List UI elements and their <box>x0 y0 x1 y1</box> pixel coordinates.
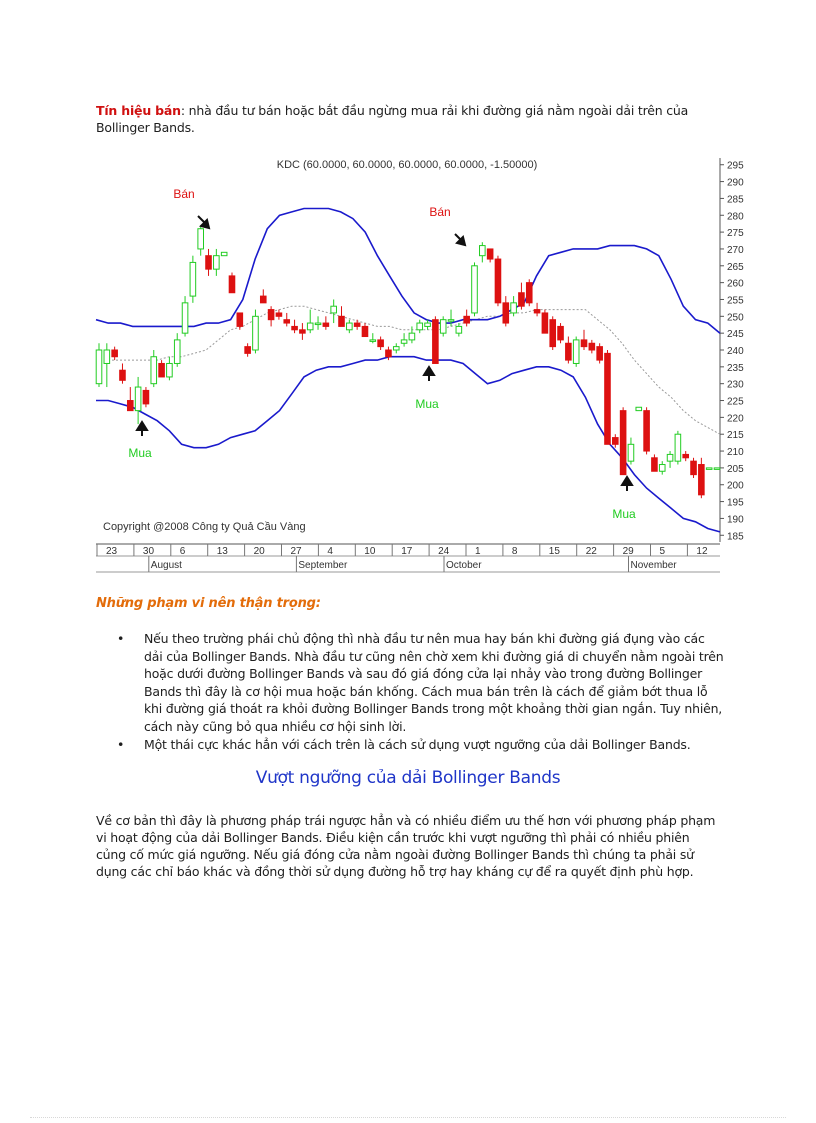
candle-body <box>292 326 298 329</box>
y-tick-label: 280 <box>727 211 744 223</box>
month-label: August <box>150 560 182 571</box>
x-tick-label: 1 <box>475 546 481 557</box>
candle <box>581 330 587 350</box>
bollinger-chart <box>0 150 816 580</box>
candle-body <box>190 262 196 296</box>
section-body: Về cơ bản thì đây là phương pháp trái ngược hẳn và có nhiều điểm ưu thế hơn với phương pháp phạm vi hoạt động của dải Bollinger Bands. Điều kiện cần trước khi vượt ngưỡng thì phải có nhiều phiên củng cố mức giá ngưỡng. Nếu giá đóng cửa nằm ngoài đường Bollinger Bands thì chúng ta phải sử dụng các chỉ báo khác và đồng thời sử dụng đường hỗ trợ hay kháng cự để ra quyết định phù hợp. <box>96 813 716 879</box>
y-tick-label: 275 <box>727 228 744 240</box>
y-axis <box>720 158 744 542</box>
candle-body <box>143 390 149 403</box>
candle <box>605 350 611 444</box>
candle <box>315 316 321 329</box>
candle-body <box>393 347 399 350</box>
candle-body <box>323 323 329 326</box>
candle-body <box>706 468 712 470</box>
candle <box>675 431 681 465</box>
candle-body <box>714 468 720 470</box>
list-item-text: Một thái cực khác hẳn với cách trên là cách sử dụng vượt ngưỡng của dải Bollinger Bands. <box>144 737 691 752</box>
candle <box>347 320 353 333</box>
candle-body <box>331 306 337 313</box>
candlestick-series <box>96 225 720 498</box>
candle <box>292 320 298 333</box>
candle-body <box>300 330 306 333</box>
candle-body <box>159 363 165 376</box>
candle-body <box>433 320 439 364</box>
caution-list <box>112 630 724 755</box>
candle-body <box>699 465 705 495</box>
list-item <box>112 736 724 754</box>
candle <box>480 242 486 262</box>
candle <box>135 377 141 424</box>
candle-body <box>315 323 321 325</box>
y-tick-label: 290 <box>727 177 744 189</box>
candle <box>456 323 462 336</box>
y-tick-label: 240 <box>727 346 744 357</box>
candle-body <box>425 323 431 326</box>
candle-body <box>378 340 384 347</box>
candle <box>221 252 227 255</box>
section-title: Vượt ngưỡng của dải Bollinger Bands <box>255 768 561 788</box>
candle-body <box>362 326 368 336</box>
candle-body <box>112 350 118 357</box>
x-tick-label: 13 <box>216 546 228 557</box>
candle-body <box>644 411 650 451</box>
candle <box>174 333 180 367</box>
candle <box>268 306 274 326</box>
candle-body <box>511 303 517 313</box>
buy-label-3: Mua <box>612 507 636 521</box>
candle <box>370 333 376 343</box>
candle-body <box>605 353 611 444</box>
chart-copyright: Copyright @2008 Công ty Quả Cầu Vàng <box>103 521 306 533</box>
candle-body <box>386 350 392 357</box>
candle <box>699 458 705 498</box>
candle-body <box>370 340 376 342</box>
arrow-icon <box>198 216 209 228</box>
candle <box>714 468 720 470</box>
candle <box>339 306 345 326</box>
caution-heading: Những phạm vi nên thận trọng: <box>96 596 321 611</box>
candle <box>495 256 501 307</box>
month-label: September <box>298 560 348 571</box>
x-tick-label: 6 <box>179 546 186 557</box>
candle <box>487 249 493 262</box>
candle <box>597 343 603 363</box>
candle-body <box>104 350 110 363</box>
candle <box>550 316 556 350</box>
candle-body <box>182 303 188 333</box>
candle <box>182 296 188 336</box>
candle <box>401 333 407 346</box>
y-tick-label: 200 <box>727 480 744 492</box>
candle-body <box>558 326 564 339</box>
y-tick-label: 245 <box>727 329 744 341</box>
candle <box>307 310 313 334</box>
candle-body <box>573 340 579 364</box>
sell-label-2: Bán <box>429 205 451 219</box>
candle <box>190 256 196 303</box>
sell-label-1: Bán <box>173 187 195 201</box>
x-tick-label: 17 <box>401 546 413 557</box>
x-tick-label: 27 <box>290 546 302 557</box>
candle <box>417 320 423 333</box>
x-tick-label: 22 <box>585 546 597 557</box>
candle-body <box>589 343 595 350</box>
candle-body <box>167 363 173 376</box>
candle <box>706 468 712 470</box>
candle <box>652 454 658 471</box>
candle <box>534 303 540 316</box>
candle <box>566 337 572 364</box>
candle <box>354 320 360 330</box>
arrow-icon <box>424 367 434 381</box>
candle <box>284 313 290 326</box>
y-tick-label: 260 <box>727 278 744 290</box>
candle <box>440 316 446 336</box>
y-tick-label: 285 <box>727 194 744 206</box>
bullet-icon: • <box>117 631 125 646</box>
candle-body <box>120 370 126 380</box>
candle-body <box>440 320 446 333</box>
candle <box>378 337 384 350</box>
intro-paragraph <box>96 102 721 136</box>
candle <box>245 343 251 356</box>
candle <box>143 387 149 407</box>
month-label: October <box>446 560 482 571</box>
candle-body <box>253 316 259 350</box>
page-footer-divider <box>30 1117 786 1118</box>
candle <box>558 323 564 343</box>
candle-body <box>284 320 290 323</box>
candle-body <box>456 326 462 333</box>
candle-body <box>464 316 470 323</box>
candle <box>253 310 259 354</box>
candle-body <box>581 340 587 347</box>
candle-body <box>448 320 454 322</box>
x-tick-label: 23 <box>106 546 118 557</box>
list-item-text: Nếu theo trường phái chủ động thì nhà đầu tư nên mua hay bán khi đường giá đụng vào các dải của Bollinger Bands. Nhà đầu tư cũng nên chờ xem khi đường giá di chuyển nằm ngoài trên hoặc dưới đường Bollinger Bands và sau đó giá đóng cửa lại nhảy vào trong đường Bollinger Bands thì đây là cơ hội mua hoặc bán khống. Cách mua bán trên là cách để giảm bớt thua lỗ khi đường giá thoát ra khỏi đường Bollinger Bands trong một khoảng thời gian ngắn. Tuy nhiên, cách này cũng bỏ qua nhiều cơ hội sinh lời. <box>144 631 724 734</box>
candle-body <box>480 246 486 256</box>
sell-signal-text: : nhà đầu tư bán hoặc bắt đầu ngừng mua rải khi đường giá nằm ngoài dải trên của Bollinger Bands. <box>96 103 689 135</box>
x-tick-label: 10 <box>364 546 376 557</box>
x-tick-label: 4 <box>327 546 333 557</box>
candle-body <box>472 266 478 313</box>
candle-body <box>237 313 243 326</box>
candle-body <box>659 465 665 472</box>
candle-body <box>260 296 266 303</box>
x-tick-label: 5 <box>659 546 666 557</box>
candle-body <box>683 454 689 457</box>
candle <box>276 310 282 320</box>
candle-body <box>214 256 220 269</box>
candle <box>667 451 673 468</box>
y-tick-label: 230 <box>727 379 744 391</box>
arrow-icon <box>455 234 465 245</box>
candle <box>120 363 126 383</box>
candle <box>323 316 329 329</box>
candle <box>229 273 235 293</box>
candle-body <box>206 256 212 269</box>
candle <box>526 279 532 306</box>
x-tick-label: 30 <box>142 546 155 557</box>
y-tick-label: 190 <box>727 514 744 526</box>
buy-label-2: Mua <box>415 397 439 411</box>
candle <box>636 407 642 410</box>
candle-body <box>229 276 235 293</box>
y-tick-label: 210 <box>727 447 744 459</box>
x-tick-label: 29 <box>622 546 634 557</box>
candle-body <box>96 350 102 384</box>
candle-body <box>135 387 141 411</box>
candle <box>628 438 634 465</box>
candle <box>198 225 204 255</box>
candle <box>519 283 525 310</box>
candle-body <box>628 444 634 461</box>
candle-body <box>550 320 556 347</box>
candle-body <box>503 303 509 323</box>
x-axis <box>96 544 720 572</box>
x-tick-label: 8 <box>511 546 518 557</box>
y-tick-label: 235 <box>727 362 744 374</box>
candle <box>331 299 337 323</box>
candle <box>260 289 266 302</box>
candle <box>472 262 478 316</box>
candle <box>214 249 220 276</box>
candle <box>112 347 118 360</box>
candle-body <box>151 357 157 384</box>
candle-body <box>597 347 603 360</box>
candle <box>613 434 619 447</box>
chart-annotations <box>128 187 636 521</box>
list-item <box>112 630 724 735</box>
bullet-icon: • <box>117 737 125 752</box>
candle <box>620 407 626 474</box>
buy-label-1: Mua <box>128 446 152 460</box>
candle <box>151 350 157 387</box>
candle-body <box>636 407 642 410</box>
candle-body <box>691 461 697 474</box>
candle-body <box>409 333 415 340</box>
sell-signal-label: Tín hiệu bán <box>96 103 181 118</box>
candle-body <box>613 438 619 445</box>
candle <box>237 313 243 330</box>
y-tick-label: 185 <box>727 531 744 543</box>
candle-body <box>542 313 548 333</box>
candle-body <box>401 340 407 343</box>
y-tick-label: 265 <box>727 261 744 273</box>
candle <box>683 451 689 461</box>
chart-title: KDC (60.0000, 60.0000, 60.0000, 60.0000, -1.50000) <box>276 159 538 171</box>
candle-body <box>245 347 251 354</box>
candle <box>464 310 470 327</box>
candle-body <box>667 454 673 461</box>
candle <box>691 458 697 478</box>
candle <box>589 340 595 353</box>
candle-body <box>221 252 227 255</box>
y-tick-label: 195 <box>727 497 744 509</box>
y-tick-label: 255 <box>727 295 744 307</box>
candle-body <box>417 323 423 330</box>
y-tick-label: 215 <box>727 430 744 442</box>
y-tick-label: 250 <box>727 312 744 324</box>
y-tick-label: 205 <box>727 463 744 475</box>
candle-body <box>534 310 540 313</box>
candle-body <box>268 310 274 320</box>
candle <box>542 310 548 334</box>
candle-body <box>347 323 353 330</box>
candle <box>127 387 133 411</box>
candle <box>409 326 415 343</box>
candle <box>573 337 579 367</box>
candle <box>644 407 650 454</box>
candle-body <box>487 249 493 259</box>
candle-body <box>339 316 345 326</box>
candle <box>96 343 102 387</box>
y-tick-label: 225 <box>727 396 744 408</box>
candle-body <box>354 323 360 326</box>
candle-body <box>276 313 282 316</box>
y-tick-label: 295 <box>727 160 744 172</box>
candle-body <box>127 401 133 411</box>
candle <box>511 296 517 316</box>
candle-body <box>495 259 501 303</box>
y-tick-label: 220 <box>727 413 744 425</box>
x-tick-label: 24 <box>438 546 450 557</box>
candle-body <box>620 411 626 475</box>
y-tick-label: 270 <box>727 244 744 256</box>
candle <box>362 323 368 336</box>
candle <box>167 357 173 381</box>
x-tick-label: 15 <box>548 546 560 557</box>
candle-body <box>519 293 525 306</box>
candle-body <box>652 458 658 471</box>
candle-body <box>307 323 313 330</box>
candle <box>503 296 509 326</box>
x-tick-label: 12 <box>696 546 708 557</box>
candle <box>300 323 306 340</box>
candle-body <box>675 434 681 461</box>
month-label: November <box>630 560 677 571</box>
candle <box>206 249 212 276</box>
candle <box>393 343 399 353</box>
candle <box>104 343 110 387</box>
candle <box>433 316 439 363</box>
candle-body <box>174 340 180 364</box>
candle <box>159 360 165 377</box>
candle-body <box>198 229 204 249</box>
x-tick-label: 20 <box>253 546 265 557</box>
candle-body <box>566 343 572 360</box>
arrow-icon <box>622 477 632 491</box>
candle <box>659 461 665 474</box>
candle-body <box>526 283 532 303</box>
